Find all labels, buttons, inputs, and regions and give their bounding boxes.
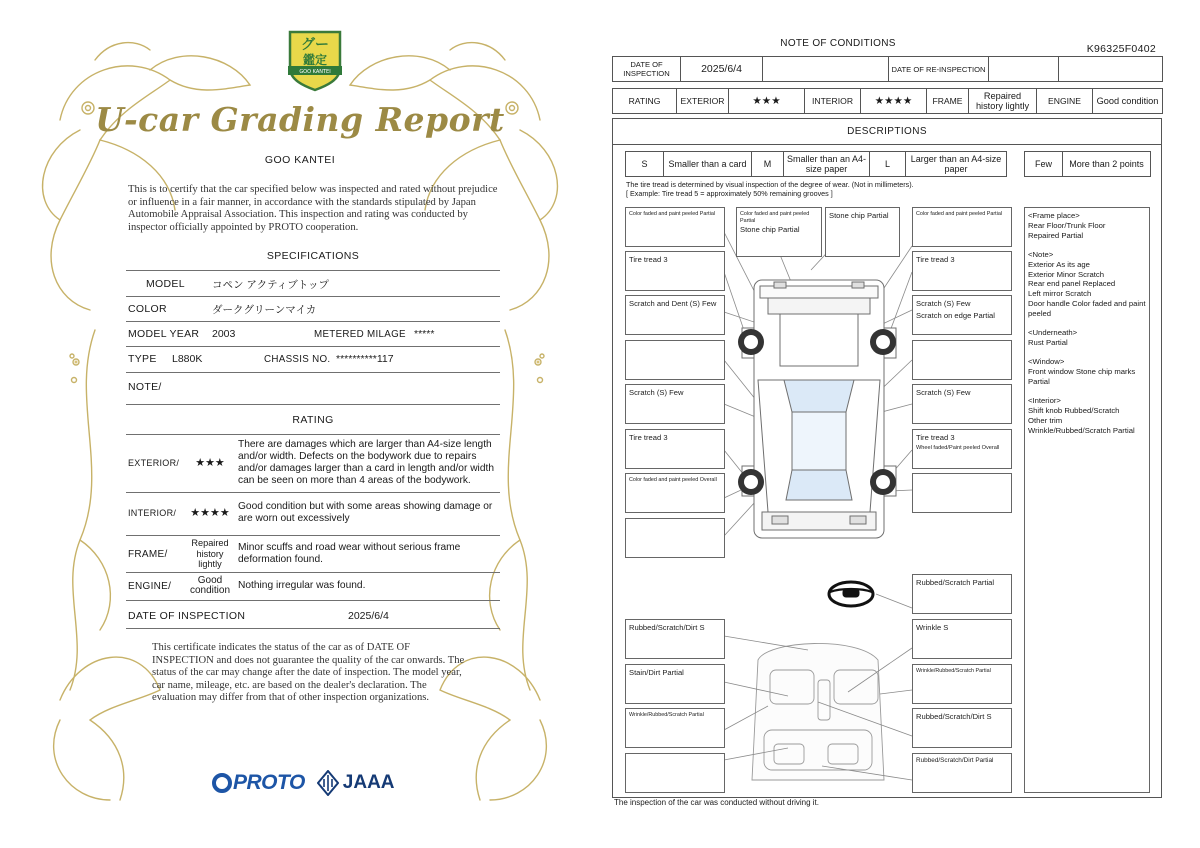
comment-box: Wrinkle/Rubbed/Scratch Partial <box>625 708 725 748</box>
chassis-label: CHASSIS NO. <box>264 353 331 365</box>
notes-line: Wrinkle/Rubbed/Scratch Partial <box>1028 425 1135 435</box>
exterior-grade: ★★★ <box>195 456 225 469</box>
comment-box: Tire tread 3 <box>625 251 725 291</box>
comment-box: Tire tread 3 <box>625 429 725 469</box>
frame-grade: Repaired history lightly <box>191 538 229 570</box>
proto-mark-icon <box>212 773 232 793</box>
rating-row-frame <box>128 538 500 570</box>
divider <box>126 270 500 271</box>
certificate-title: U-car Grading Report <box>95 100 505 139</box>
date-of-inspection-label: DATE OF INSPECTION <box>128 610 246 622</box>
exterior-label: EXTERIOR <box>677 89 729 114</box>
comment-box-empty <box>912 340 1012 380</box>
divider <box>126 404 500 405</box>
comment-box: Tire tread 3 <box>912 251 1012 291</box>
exterior-description: There are damages which are larger than A4-size length and/or width. Defects on the bodywork due to repairs and/or damages larger than a card in length and/or width can be seen on more than 4 areas of the bodywork. <box>238 439 494 486</box>
notes-interior-group <box>1028 396 1146 435</box>
notes-note-group <box>1028 250 1146 319</box>
empty-cell <box>1059 57 1163 82</box>
jaaa-mark-icon <box>317 770 339 796</box>
comment-box: Wrinkle S <box>912 619 1012 659</box>
divider <box>126 492 500 493</box>
proto-logo-text: PROTO <box>233 771 305 794</box>
comment-box-line: Wheel faded/Paint peeled Overall <box>916 445 1000 451</box>
badge-top-text: グー <box>301 37 329 53</box>
notes-line: Rear Floor/Trunk Floor <box>1028 220 1106 230</box>
inspection-dates-table <box>612 56 1163 82</box>
comment-box: Color faded and paint peeled Partial <box>625 207 725 247</box>
model-label: MODEL <box>146 278 185 290</box>
spec-row-color <box>128 297 500 321</box>
comment-box-small: Color faded and paint peeled Partial <box>740 211 810 224</box>
notes-line: Shift knob Rubbed/Scratch <box>1028 406 1120 416</box>
comment-box <box>912 295 1012 335</box>
exterior-label: EXTERIOR/ <box>128 458 180 468</box>
engine-description: Nothing irregular was found. <box>238 580 366 591</box>
exterior-value: ★★★ <box>729 89 805 114</box>
comment-box: Wrinkle/Rubbed/Scratch Partial <box>912 664 1012 704</box>
divider <box>126 572 500 573</box>
divider <box>126 600 500 601</box>
badge-main-text: 鑑定 <box>302 53 328 67</box>
engine-grade: Good condition <box>189 574 231 596</box>
divider <box>126 535 500 536</box>
legend-l-code: L <box>870 152 906 177</box>
interior-label: INTERIOR <box>805 89 861 114</box>
color-value: ダークグリーンマイカ <box>212 303 317 316</box>
divider <box>126 372 500 373</box>
comment-box <box>912 429 1012 469</box>
comment-box-line: Scratch (S) Few <box>916 299 971 308</box>
certificate-subtitle: GOO KANTEI <box>264 154 336 166</box>
comment-box <box>736 207 822 257</box>
comment-box: Scratch (S) Few <box>912 384 1012 424</box>
comment-box: Color faded and paint peeled Overall <box>625 473 725 513</box>
rating-row-exterior <box>128 438 500 488</box>
descriptions-heading: DESCRIPTIONS <box>613 119 1161 145</box>
engine-value: Good condition <box>1093 89 1163 114</box>
notes-window-group <box>1028 357 1146 386</box>
goo-kantei-badge-icon <box>286 28 344 92</box>
rating-row-interior <box>128 496 500 530</box>
certify-paragraph: This is to certify that the car specified below was inspected and rated without prejudice or influence in a fair manner, in accordance with the standards stipulated by Japan Automobile Appraisal Association. This inspection and rating was conducted by inspector officially appointed by PROTO cooperation. <box>128 184 498 233</box>
color-label: COLOR <box>128 303 167 315</box>
notes-heading: <Note> <box>1028 249 1054 259</box>
few-legend-table <box>1024 151 1151 177</box>
notes-heading: <Interior> <box>1028 396 1061 406</box>
legend-m-code: M <box>752 152 784 177</box>
comment-box: Scratch (S) Few <box>625 384 725 424</box>
tire-note-line-2: [ Example: Tire tread 5 = approximately 50% remaining grooves ] <box>626 189 833 198</box>
type-value: L880K <box>172 353 203 365</box>
notes-line: Exterior As its age <box>1028 259 1090 269</box>
notes-line: Repaired Partial <box>1028 230 1084 240</box>
jaaa-logo-text: JAAA <box>342 772 395 793</box>
comment-box: Stone chip Partial <box>825 207 900 257</box>
notes-line: Exterior Minor Scratch <box>1028 269 1105 279</box>
date-of-inspection-value: 2025/6/4 <box>681 57 763 82</box>
comment-box: Rubbed/Scratch Partial <box>912 574 1012 614</box>
legend-s-code: S <box>626 152 664 177</box>
comment-box-empty <box>625 340 725 380</box>
spec-row-note <box>128 375 500 399</box>
comment-box: Rubbed/Scratch/Dirt Partial <box>912 753 1012 793</box>
date-of-inspection-label: DATE OF INSPECTION <box>613 57 681 82</box>
date-of-inspection-row <box>128 604 500 628</box>
rating-heading: RATING <box>292 414 334 426</box>
notes-line: Door handle Color faded and paint peeled <box>1028 298 1146 318</box>
notes-heading: <Underneath> <box>1028 328 1078 338</box>
comment-box-main: Stone chip Partial <box>740 225 800 234</box>
metered-mileage-label: METERED MILAGE <box>314 328 406 340</box>
interior-description: Good condition but with some areas showing damage or are worn out excessively <box>238 501 493 524</box>
empty-cell <box>989 57 1059 82</box>
comment-box: Scratch and Dent (S) Few <box>625 295 725 335</box>
interior-value: ★★★★ <box>861 89 927 114</box>
comment-box-line: Tire tread 3 <box>916 433 955 442</box>
comment-box-empty <box>912 473 1012 513</box>
model-year-label: MODEL YEAR <box>128 328 200 340</box>
comment-box: Rubbed/Scratch/Dirt S <box>625 619 725 659</box>
spec-row-model-year <box>128 322 500 346</box>
legend-l-desc: Larger than an A4-size paper <box>906 152 1007 177</box>
tire-tread-note <box>626 180 914 198</box>
model-year-value: 2003 <box>212 328 236 340</box>
chassis-value: **********117 <box>336 353 394 365</box>
empty-cell <box>763 57 889 82</box>
jaaa-logo <box>317 770 395 796</box>
proto-logo <box>212 771 305 795</box>
notes-underneath-group <box>1028 328 1146 348</box>
disclaimer-paragraph: This certificate indicates the status of the car as of DATE OF INSPECTION and does not guarantee the quality of the car onwards. The status of the car may change after the date of inspection. The model year, car name, mileage, etc. are based on the dealer's declaration. The evaluation may differ from that of other inspection organizations. <box>152 642 465 704</box>
model-value: コペン アクティブトップ <box>212 278 329 291</box>
notes-heading: <Window> <box>1028 357 1065 367</box>
interior-label: INTERIOR/ <box>128 508 177 518</box>
notes-line: Other trim <box>1028 415 1063 425</box>
rating-row-engine <box>128 574 500 598</box>
date-of-inspection-value: 2025/6/4 <box>348 610 389 622</box>
type-label: TYPE <box>128 353 157 365</box>
metered-mileage-value: ***** <box>414 328 435 340</box>
notes-heading: <Frame place> <box>1028 211 1080 220</box>
frame-value: Repaired history lightly <box>969 89 1037 114</box>
comment-box: Rubbed/Scratch/Dirt S <box>912 708 1012 748</box>
spec-row-type <box>128 347 500 371</box>
notes-frame-group <box>1028 211 1146 240</box>
tire-note-line-1: The tire tread is determined by visual inspection of the degree of wear. (Not in millimeters). <box>626 180 914 189</box>
rating-summary-table <box>612 88 1163 114</box>
note-of-conditions-title: NOTE OF CONDITIONS <box>780 38 896 49</box>
notes-line: Front window Stone chip marks Partial <box>1028 367 1136 386</box>
comment-box-empty <box>625 518 725 558</box>
engine-label: ENGINE/ <box>128 580 172 592</box>
comment-box-line: Scratch on edge Partial <box>916 311 995 320</box>
comment-box-empty <box>625 753 725 793</box>
notes-line: Rear end panel Replaced <box>1028 279 1116 289</box>
document-id: K96325F0402 <box>1086 43 1156 55</box>
frame-label: FRAME <box>927 89 969 114</box>
logos-row <box>212 768 395 798</box>
legend-few-code: Few <box>1025 152 1063 177</box>
legend-s-desc: Smaller than a card <box>664 152 752 177</box>
notes-column <box>1024 207 1150 793</box>
note-of-conditions <box>608 0 1200 848</box>
frame-description: Minor scuffs and road wear without serious frame deformation found. <box>238 542 461 565</box>
notes-line: Left mirror Scratch <box>1028 289 1092 299</box>
engine-label: ENGINE <box>1037 89 1093 114</box>
interior-grade: ★★★★ <box>190 506 230 519</box>
legend-few-desc: More than 2 points <box>1063 152 1151 177</box>
inspection-footnote: The inspection of the car was conducted without driving it. <box>614 798 819 807</box>
comment-box: Color faded and paint peeled Partial <box>912 207 1012 247</box>
rating-label: RATING <box>613 89 677 114</box>
frame-label: FRAME/ <box>128 548 168 560</box>
note-label: NOTE/ <box>128 381 162 393</box>
legend-m-desc: Smaller than an A4-size paper <box>784 152 870 177</box>
divider <box>126 434 500 435</box>
spec-row-model <box>128 272 500 296</box>
notes-line: Rust Partial <box>1028 337 1068 347</box>
divider <box>126 628 500 629</box>
comment-box: Stain/Dirt Partial <box>625 664 725 704</box>
date-of-reinspection-label: DATE OF RE-INSPECTION <box>889 57 989 82</box>
specifications-heading: SPECIFICATIONS <box>266 250 360 262</box>
size-legend-table <box>625 151 1007 177</box>
badge-ribbon-text: GOO KANTEI <box>299 69 331 75</box>
